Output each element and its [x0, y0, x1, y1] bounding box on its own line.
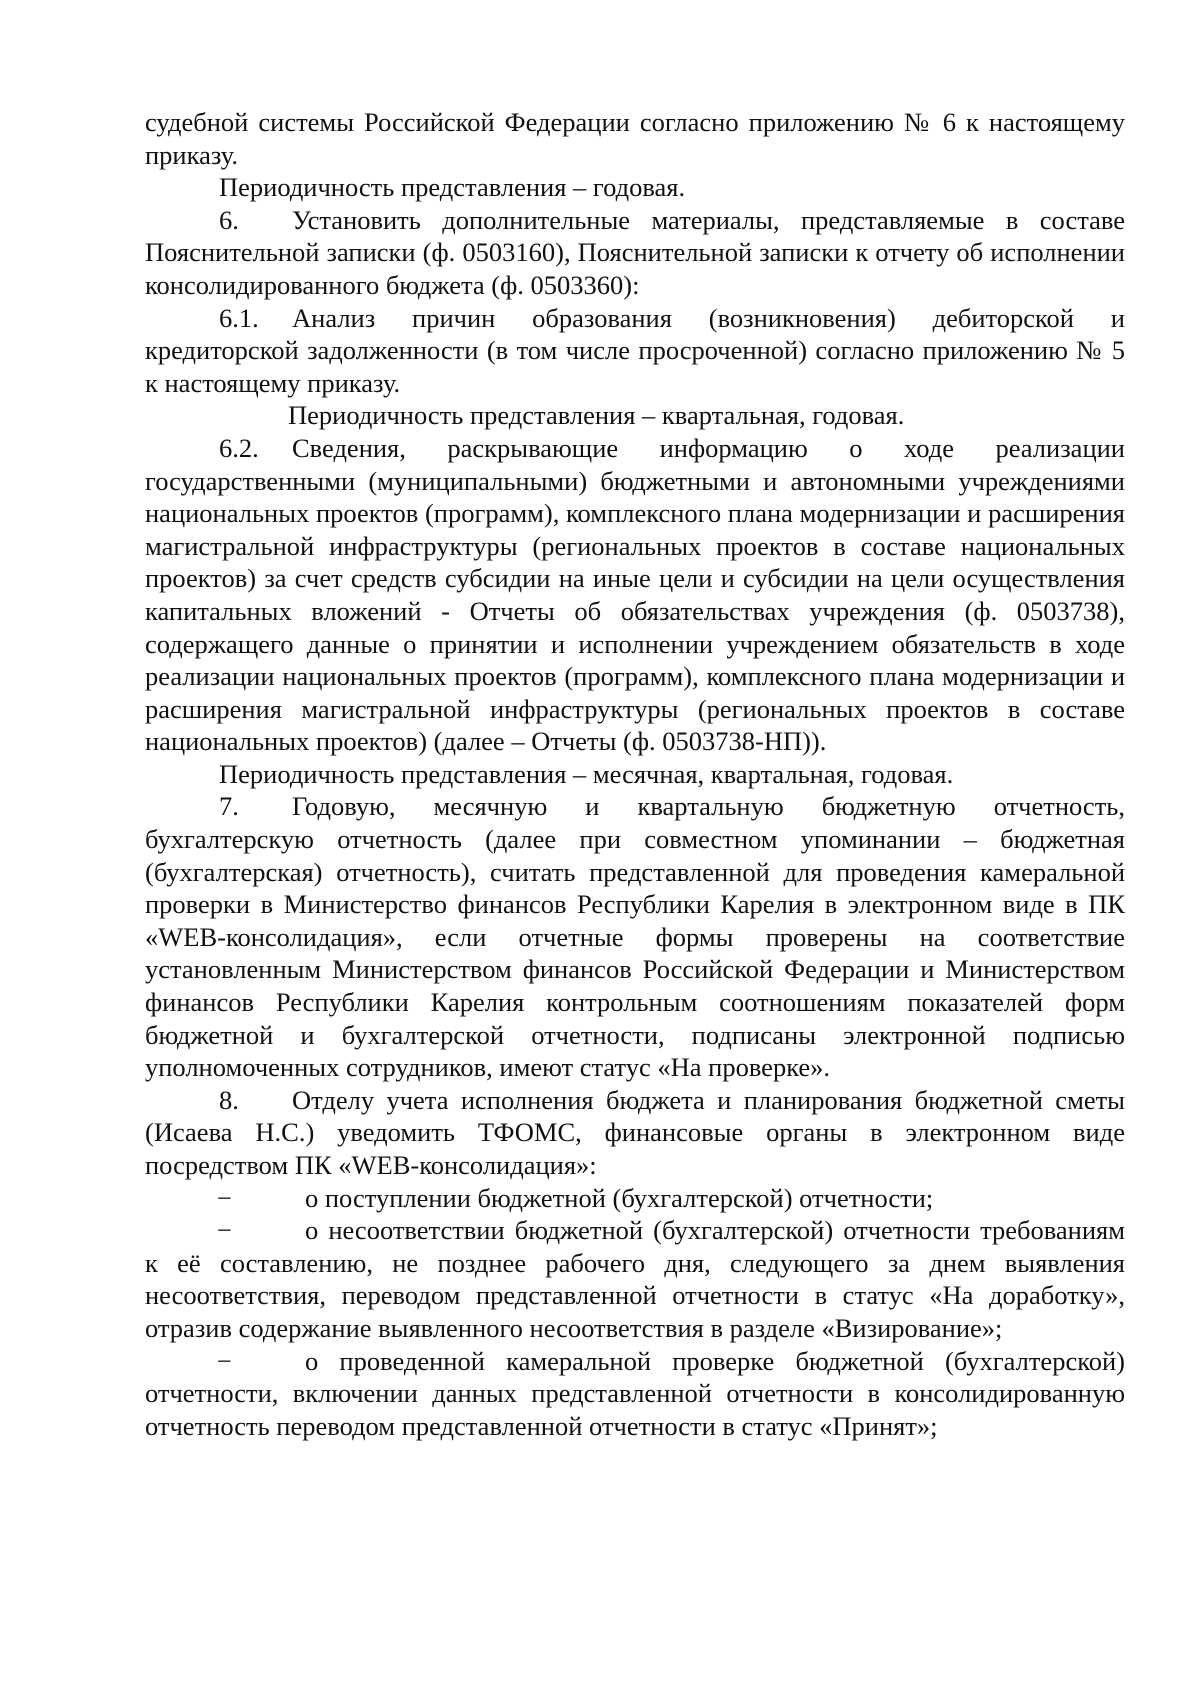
- paragraph-item-8: [145, 1084, 1125, 1182]
- paragraph-periodicity-annual: [145, 171, 1125, 204]
- paragraph-periodicity-monthly: [145, 758, 1125, 791]
- paragraph-continuation: [145, 106, 1125, 171]
- paragraph-text: Годовую, месячную и квартальную бюджетную отчетность, бухгалтерскую отчетность (далее при совместном упоминании – бюджетная (бухгалтерская) отчетность), считать представленной для проведения камеральной проверки в Министерство финансов Республики Карелия в электронном виде в ПК «WEB-консолидация», если отчетные формы проверены на соответствие установленным Министерством финансов Российской Федерации и Министерством финансов Республики Карелия контрольным соотношениям показателей форм бюджетной и бухгалтерской отчетности, подписаны электронной подписью уполномоченных сотрудников, имеют статус «На проверке».: [145, 791, 1125, 1083]
- item-number: 6.: [219, 204, 239, 235]
- dash-marker: −: [217, 1182, 232, 1213]
- paragraph-text: Установить дополнительные материалы, представляемые в составе Пояснительной записки (ф. 0503160), Пояснительной записки к отчету об исполнении консолидированного бюджета (ф. 0503360):: [145, 204, 1125, 300]
- paragraph-periodicity-quarterly: [145, 399, 1125, 432]
- paragraph-item-6-2: [145, 432, 1125, 758]
- paragraph-text: Периодичность представления – месячная, квартальная, годовая.: [219, 758, 954, 789]
- item-number: 7.: [219, 791, 239, 822]
- paragraph-text: о несоответствии бюджетной (бухгалтерской) отчетности требованиям к её составлению, не позднее рабочего дня, следующего за днем выявления несоответствия, переводом представленной отчетности в статус «На доработку», отразив содержание выявленного несоответствия в разделе «Визирование»;: [145, 1215, 1125, 1343]
- item-number: 8.: [219, 1084, 239, 1115]
- bullet-item-nonconformity: [145, 1214, 1125, 1344]
- paragraph-text: Анализ причин образования (возникновения) дебиторской и кредиторской задолженности (в том числе просроченной) согласно приложению № 5 к настоящему приказу.: [145, 302, 1125, 398]
- dash-marker: −: [217, 1345, 232, 1376]
- item-number: 6.2.: [219, 432, 259, 463]
- paragraph-text: Периодичность представления – годовая.: [219, 172, 686, 203]
- item-number: 6.1.: [219, 302, 259, 333]
- paragraph-item-6-1: [145, 302, 1125, 400]
- paragraph-item-6: [145, 204, 1125, 302]
- dash-marker: −: [217, 1215, 232, 1246]
- paragraph-text: Периодичность представления – квартальная, годовая.: [288, 400, 905, 431]
- paragraph-text: Сведения, раскрывающие информацию о ходе реализации государственными (муниципальными) бюджетными и автономными учреждениями национальных проектов (программ), комплексного плана модернизации и расширения магистральной инфраструктуры (региональных проектов в составе национальных проектов) за счет средств субсидии на иные цели и субсидии на цели осуществления капитальных вложений - Отчеты об обязательствах учреждения (ф. 0503738), содержащего данные о принятии и исполнении учреждением обязательств в ходе реализации национальных проектов (программ), комплексного плана модернизации и расширения магистральной инфраструктуры (региональных проектов в составе национальных проектов) (далее – Отчеты (ф. 0503738-НП)).: [145, 432, 1125, 757]
- bullet-item-review-completed: [145, 1345, 1125, 1443]
- paragraph-text: Отделу учета исполнения бюджета и планирования бюджетной сметы (Исаева Н.С.) уведомить ТФОМС, финансовые органы в электронном виде посредством ПК «WEB-консолидация»:: [145, 1084, 1125, 1180]
- paragraph-text: о проведенной камеральной проверке бюджетной (бухгалтерской) отчетности, включении данных представленной отчетности в консолидированную отчетность переводом представленной отчетности в статус «Принят»;: [145, 1345, 1125, 1441]
- paragraph-text: о поступлении бюджетной (бухгалтерской) отчетности;: [305, 1182, 934, 1213]
- paragraph-item-7: [145, 790, 1125, 1083]
- paragraph-text: судебной системы Российской Федерации согласно приложению № 6 к настоящему приказу.: [145, 107, 1125, 170]
- document-page: [145, 106, 1125, 1442]
- bullet-item-receipt: [145, 1182, 1125, 1215]
